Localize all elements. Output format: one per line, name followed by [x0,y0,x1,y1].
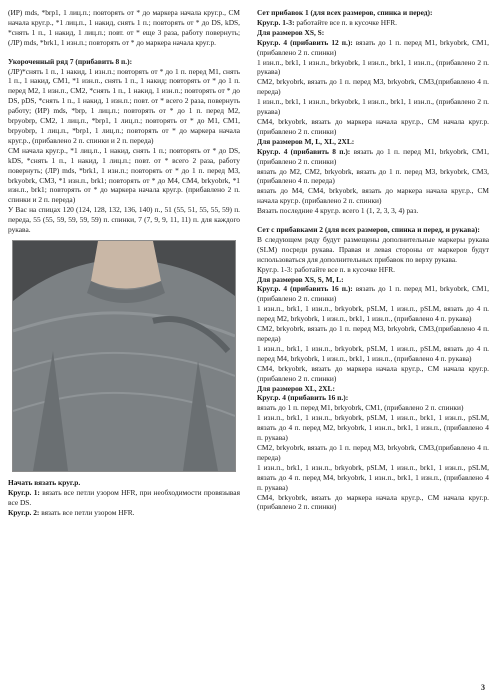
size-heading: Для размеров XS, S: [257,27,325,37]
section-heading: Начать вязать круг.р. [8,477,81,487]
paragraph: 1 изн.п., brk1, 1 изн.п., brkyobrk, 1 изн.п., brk1, 1 изн.п., (прибавлено 2 п. рукава) [257,97,489,117]
round-text: работайте все п. в кусочке HFR. [294,17,398,27]
section-heading: Сет с прибавками 2 (для всех размеров, спинка и перед, и рукава): [257,225,480,235]
round-text: вязать все петли узором HFR, при необходимости провязывая все DS. [8,487,240,507]
paragraph [257,147,489,167]
paragraph: 1 изн.п., brk1, 1 изн.п., brkyobrk, 1 изн.п., brk1, 1 изн.п., (прибавлено 2 п. рукава) [257,57,489,77]
round-text: вязать до 1 п. перед М1, brkyobrk, СМ1, (прибавлено 2 п. спинки) [257,37,490,57]
round-label: Круг.р. 4 (прибавить 12 п.): [257,37,353,47]
paragraph [8,488,240,508]
paragraph: СМ2, brkyobrk, вязать до 1 п. перед М3, brkyobrk, СМ3,(прибавлено 4 п. переда) [257,324,489,343]
paragraph: СМ4, brkyobrk, вязать до маркера начала круг.р., СМ начала круг.р. (прибавлено 2 п. спинки) [257,492,489,512]
paragraph: У Вас на спицах 120 (124, 128, 132, 136, 140) п., 51 (55, 51, 55, 55, 59) п. переда, 55 (55, 59, 59, 59, 59) п. спинки, 7 (7, 9, 9, 11, 11) п. для каждого рукава. [8,205,240,235]
paragraph [257,38,489,58]
paragraph: (ЛР)*снять 1 п., 1 накид, 1 изн.п.; повторять от * до 1 п. перед М1, снять 1 п., 1 накид, СМ1, *1 изн.п., снять 1 п., 1 накид; повторять от * до 1 п. перед М2, 1 изн.п., СМ2, *снять 1 п., 1 накид, 1 изн.п.; повторять от * до DS, pDS, *снять 1 п., 1 накид, 1 изн.п.; повт. от * всего 2 раза, повернуть работу; (ИР) mds, *brp, 1 лиц.п.; повторять от * до 1 п. перед М2, brpyobrp, СМ2, 1 лиц.п., *brp1, 1 лиц.п.; повторять от * до М1, СМ1, brpyobrp, 1 лиц.п., *brp1, 1 лиц.п.; повторять от * до маркера начала круг.р., (прибавлено 2 п. спинки и 2 п. переда) [8,66,240,145]
round-label: Круг.р. 1-3: [257,17,295,27]
paragraph: СМ4, brkyobrk, вязать до маркера начала круг.р., СМ начала круг.р. (прибавлено 2 п. спинки) [257,116,489,136]
paragraph: СМ2, brkyobrk, вязать до 1 п. перед М3, brkyobrk, СМ3,(прибавлено 4 п. переда) [257,77,489,97]
sweater-photo [12,240,236,472]
round-text: вязать все петли узором HFR. [39,507,135,517]
right-column [257,8,489,512]
paragraph: (ИР) mds, *brp1, 1 лиц.п.; повторять от * до маркера начала круг.р., СМ начала круг.р., *1 лиц.п., 1 накид, снять 1 п.; повторять от * до DS, kDS, *снять 1 п., 1 накид, 1 лиц.п.; повт. от * еще 3 раза, работу повернуть; (ЛР) mds, *brk1, 1 изн.п.; повторять от * до маркера начала круг.р. [8,8,240,47]
left-column [8,8,240,518]
round-text: вязать до 1 п. перед М1, brkyobrk, СМ1, (прибавлено 2 п. спинки) [257,146,489,166]
page-number: 3 [481,683,485,692]
size-heading: Для размеров XL, 2XL: [257,383,335,393]
paragraph: 1 изн.п., brk1, 1 изн.п., brkyobrk, pSLM, 1 изн.п., pSLM, вязать до 4 п. перед М4, brkyobrk, 1 изн.п., brk1, 1 изн.п., (прибавлено 4 п. рукава) [257,343,489,363]
paragraph [8,508,240,518]
round-label: Круг.р. 1: [8,487,40,497]
paragraph: 1 изн.п., brk1, 1 изн.п., brkyobrk, pSLM, 1 изн.п., brk1, 1 изн.п., pSLM, вязать до 4 п. перед М4, brkyobrk, 1 изн.п., brk1, 1 изн.п., (прибавлено 4 п. рукава) [257,462,489,492]
paragraph: 1 изн.п., brk1, 1 изн.п., brkyobrk, pSLM, 1 изн.п., brk1, 1 изн.п., pSLM, вязать до 4 п. перед М2, brkyobrk, 1 изн.п., brk1, 1 изн.п., (прибавлено 4 п. рукава) [257,413,489,443]
round-label: Круг.р. 4 (прибавить 16 п.): [257,284,353,294]
paragraph: СМ2, brkyobrk, вязать до 1 п. перед М3, brkyobrk, СМ3,(прибавлено 4 п. переда) [257,442,489,462]
size-heading: Для размеров М, L, XL, 2XL: [257,136,355,146]
paragraph: Круг.р. 1-3: работайте все п. в кусочке HFR. [257,264,396,274]
paragraph: СМ4, brkyobrk, вязать до маркера начала круг.р., СМ начала круг.р. (прибавлено 2 п. спинки) [257,363,489,383]
round-label: Круг.р. 2: [8,507,40,517]
paragraph: СМ начала круг.р., *1 лиц.п., 1 накид, снять 1 п.; повторять от * до DS, kDS, *снять 1 п., 1 накид, 1 лиц.п.; повт. от * всего 2 раза, работу повернуть; (ЛР) mds, *brk1, 1 изн.п.; повторять от * до 1 п. перед М3, brkyobrk, СМ3, *1 изн.п., brk1; повторять от * до М4, СМ4, brkyobrk, *1 изн.п., brk1; повторять от * до маркера начала круг.р. (прибавлено 2 п. спинки и 2 п. переда) [8,145,240,205]
round-label: Круг.р. 4 (прибавить 8 п.): [257,146,351,156]
paragraph: В следующем ряду будут размещены дополнительные маркеры рукава (SLM) посреди рукава. Правая и левая стороны от маркеров будут использоваться для дополнительных прибавок по верху рукава. [257,234,489,264]
sweater-photo-illustration [13,241,235,471]
paragraph: Вязать последние 4 круг.р. всего 1 (1, 2, 3, 3, 4) раз. [257,206,419,216]
paragraph [257,18,489,28]
round-text: вязать до 1 п. перед М1, brkyobrk, СМ1, (прибавлено 2 п. спинки) [257,284,490,304]
paragraph [257,284,489,304]
size-heading: Для размеров XS, S, M, L: [257,274,344,284]
paragraph: вязать до М4, СМ4, brkyobrk, вязать до маркера начала круг.р., СМ начала круг.р. (прибавлено 2 п. спинки) [257,186,489,206]
section-heading: Сет прибавок 1 (для всех размеров, спинка и перед): [257,8,433,17]
paragraph: вязать до М2, СМ2, brkyobrk, вязать до 1 п. перед М3, brkyobrk, СМ3,(прибавлено 4 п. переда) [257,166,489,186]
paragraph: 1 изн.п., brk1, 1 изн.п., brkyobrk, pSLM, 1 изн.п., pSLM, вязать до 4 п. перед М2, brkyobrk, 1 изн.п., brk1, 1 изн.п., (прибавлено 4 п. рукава) [257,304,489,324]
section-heading: Укороченный ряд 7 (прибавить 8 п.): [8,56,133,66]
round-label: Круг.р. 4 (прибавить 16 п.): [257,393,349,403]
paragraph: вязать до 1 п. перед М1, brkyobrk, СМ1, (прибавлено 2 п. спинки) [257,403,464,413]
